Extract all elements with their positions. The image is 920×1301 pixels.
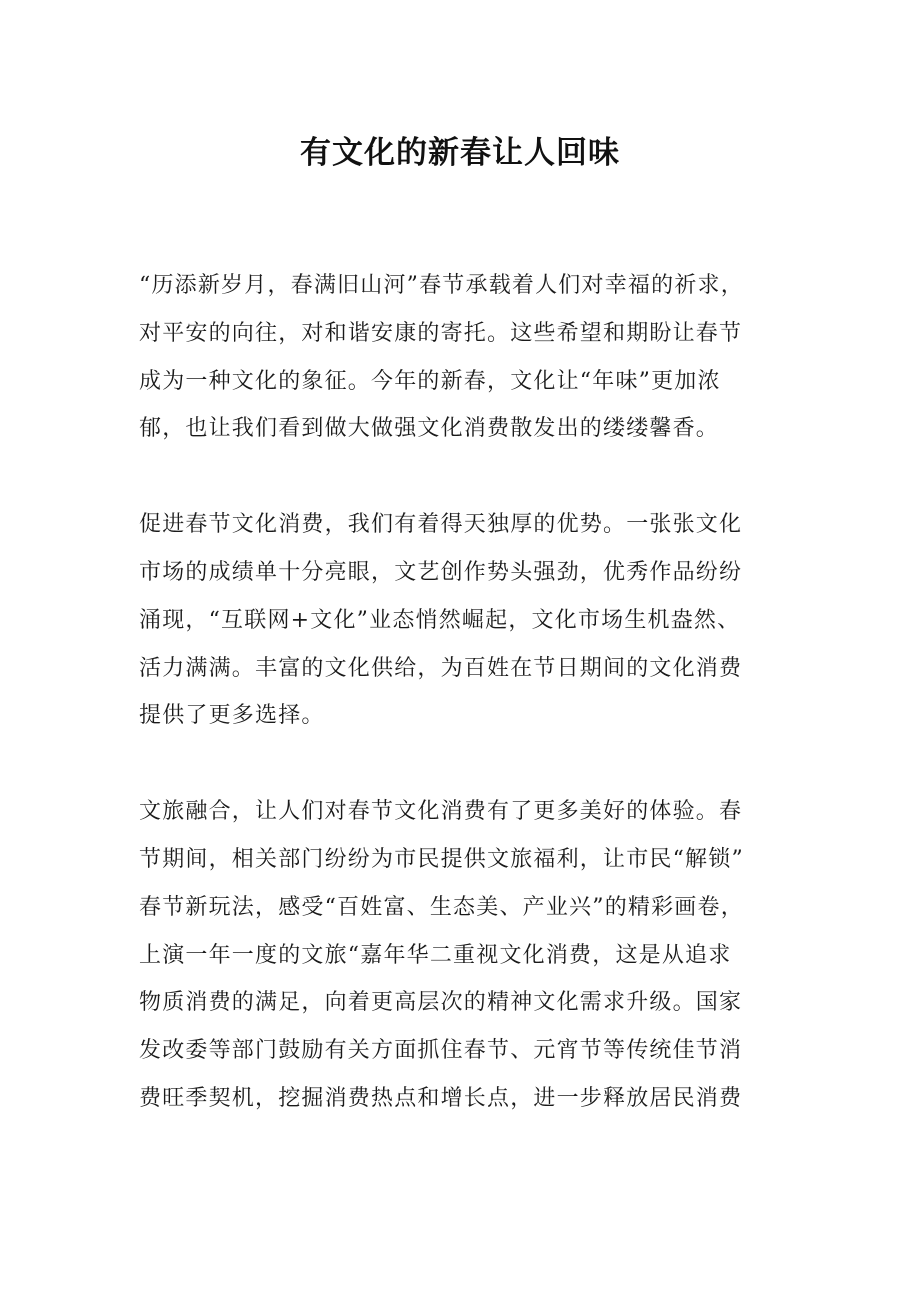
paragraph-3 bbox=[139, 788, 794, 1123]
text-line: 郁，也让我们看到做大做强文化消费散发出的缕缕馨香。 bbox=[139, 416, 720, 442]
text-line: 节期间，相关部门纷纷为市民提供文旅福利，让市民“解锁” bbox=[139, 846, 744, 872]
text-line: 成为一种文化的象征。今年的新春，文化让“年味”更加浓 bbox=[139, 368, 721, 394]
paragraph-1 bbox=[139, 262, 794, 453]
text-line: 费旺季契机，挖掘消费热点和增长点，进一步释放居民消费 bbox=[139, 1085, 743, 1111]
text-line: 文旅融合，让人们对春节文化消费有了更多美好的体验。春 bbox=[139, 799, 743, 825]
text-line: 对平安的向往，对和谐安康的寄托。这些希望和期盼让春节 bbox=[139, 320, 743, 346]
paragraph-2 bbox=[139, 501, 794, 740]
text-line: 春节新玩法，感受“百姓富、生态美、产业兴”的精彩画卷， bbox=[139, 894, 744, 920]
document-title: 有文化的新春让人回味 bbox=[300, 135, 620, 171]
text-line: 提供了更多选择。 bbox=[139, 703, 325, 729]
text-line: 发改委等部门鼓励有关方面抓住春节、元宵节等传统佳节消 bbox=[139, 1038, 743, 1064]
text-line: 上演一年一度的文旅“嘉年华二重视文化消费，这是从追求 bbox=[139, 942, 732, 968]
text-line: 涌现，“互联网+文化”业态悄然崛起，文化市场生机盎然、 bbox=[139, 607, 741, 633]
text-line: 物质消费的满足，向着更高层次的精神文化需求升级。国家 bbox=[139, 990, 743, 1016]
text-line: 促进春节文化消费，我们有着得天独厚的优势。一张张文化 bbox=[139, 512, 743, 538]
text-line: “历添新岁月，春满旧山河”春节承载着人们对幸福的祈求， bbox=[139, 273, 744, 298]
text-line: 市场的成绩单十分亮眼，文艺创作势头强劲，优秀作品纷纷 bbox=[139, 559, 743, 585]
document-body bbox=[139, 262, 794, 1171]
text-line: 活力满满。丰富的文化供给，为百姓在节日期间的文化消费 bbox=[139, 655, 743, 681]
